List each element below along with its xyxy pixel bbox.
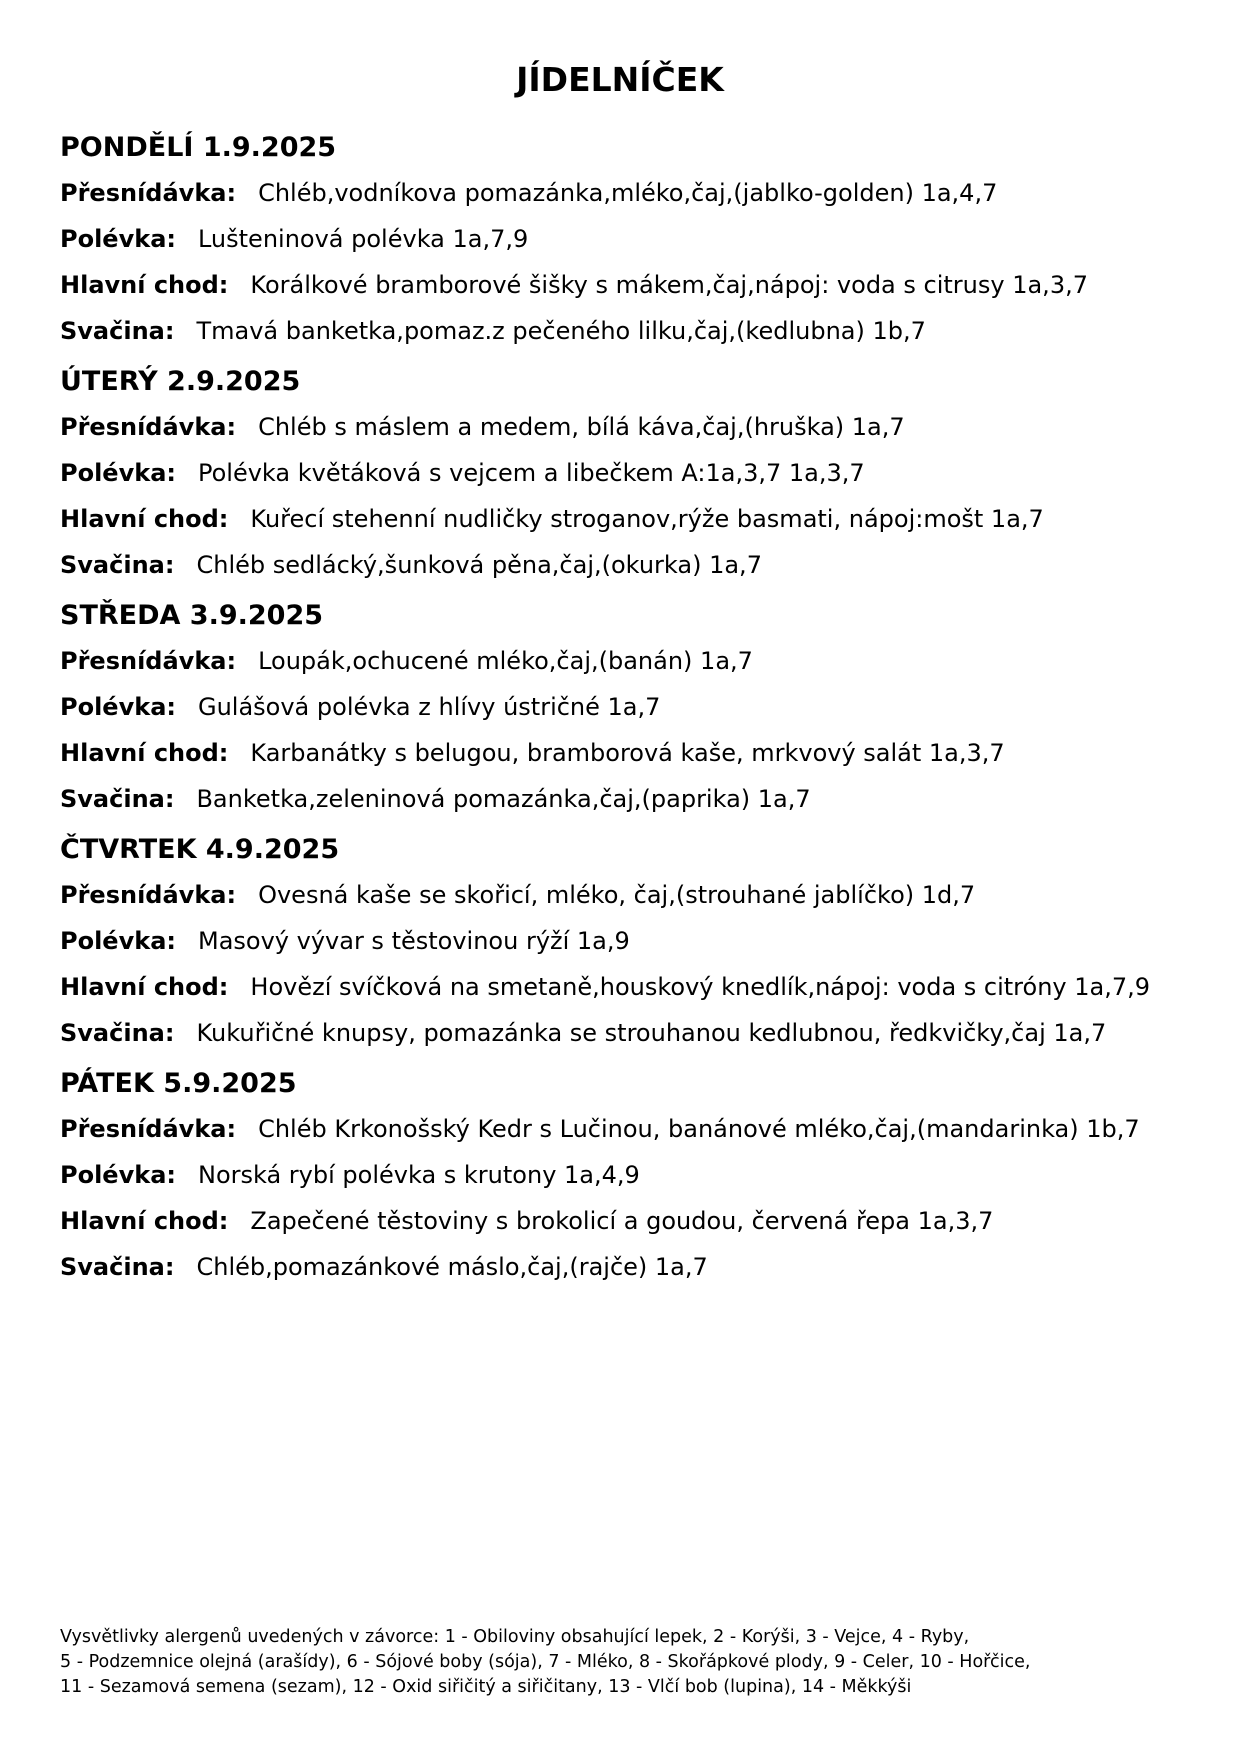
meal-label: Přesnídávka: [60, 881, 237, 909]
allergen-legend [60, 1625, 1180, 1700]
meal-text: Chléb s máslem a medem, bílá káva,čaj,(hruška) 1a,7 [258, 413, 905, 441]
day-section [60, 128, 1180, 348]
meal-text: Chléb Krkonošský Kedr s Lučinou, banánové mléko,čaj,(mandarinka) 1b,7 [258, 1115, 1140, 1143]
meal-row [60, 314, 1180, 348]
meal-label: Přesnídávka: [60, 413, 237, 441]
meal-row [60, 176, 1180, 210]
meal-label: Polévka: [60, 1161, 176, 1189]
meal-text: Chléb,pomazánkové máslo,čaj,(rajče) 1a,7 [196, 1253, 708, 1281]
legend-line: 5 - Podzemnice olejná (arašídy), 6 - Sójové boby (sója), 7 - Mléko, 8 - Skořápkové plody, 9 - Celer, 10 - Hořčice, [60, 1652, 1031, 1672]
meal-label: Hlavní chod: [60, 271, 229, 299]
meal-text: Masový vývar s těstovinou rýží 1a,9 [197, 927, 630, 955]
meal-text: Korálkové bramborové šišky s mákem,čaj,nápoj: voda s citrusy 1a,3,7 [250, 271, 1088, 299]
meal-row [60, 1158, 1180, 1192]
meal-label: Svačina: [60, 1253, 175, 1281]
meal-label: Svačina: [60, 1019, 175, 1047]
day-heading: STŘEDA 3.9.2025 [60, 600, 324, 631]
day-section [60, 362, 1180, 582]
meal-row [60, 1016, 1180, 1050]
day-section [60, 1064, 1180, 1284]
meal-text: Polévka květáková s vejcem a libečkem A:1a,3,7 1a,3,7 [197, 459, 865, 487]
days-list [60, 128, 1180, 1284]
meal-row [60, 924, 1180, 958]
meal-row [60, 410, 1180, 444]
legend-line: 11 - Sezamová semena (sezam), 12 - Oxid siřičitý a siřičitany, 13 - Vlčí bob (lupina), 14 - Měkkýši [60, 1677, 912, 1697]
meal-text: Kuřecí stehenní nudličky stroganov,rýže basmati, nápoj:mošt 1a,7 [250, 505, 1044, 533]
meal-row [60, 502, 1180, 536]
meal-text: Gulášová polévka z hlívy ústričné 1a,7 [197, 693, 661, 721]
meal-row [60, 1204, 1180, 1238]
meal-row [60, 782, 1180, 816]
meal-row [60, 970, 1180, 1004]
meal-row [60, 690, 1180, 724]
meal-row [60, 878, 1180, 912]
meal-row [60, 644, 1180, 678]
meal-row [60, 268, 1180, 302]
meal-label: Polévka: [60, 693, 176, 721]
meal-text: Norská rybí polévka s krutony 1a,4,9 [197, 1161, 640, 1189]
meal-label: Polévka: [60, 459, 176, 487]
meal-text: Zapečené těstoviny s brokolicí a goudou, červená řepa 1a,3,7 [250, 1207, 994, 1235]
page-title: JÍDELNÍČEK [516, 60, 724, 99]
meal-text: Ovesná kaše se skořicí, mléko, čaj,(strouhané jablíčko) 1d,7 [258, 881, 976, 909]
meal-text: Chléb,vodníkova pomazánka,mléko,čaj,(jablko-golden) 1a,4,7 [258, 179, 998, 207]
meal-label: Hlavní chod: [60, 973, 229, 1001]
meal-label: Svačina: [60, 785, 175, 813]
day-section [60, 830, 1180, 1050]
meal-label: Hlavní chod: [60, 505, 229, 533]
meal-label: Polévka: [60, 225, 176, 253]
meal-label: Přesnídávka: [60, 647, 237, 675]
meal-text: Loupák,ochucené mléko,čaj,(banán) 1a,7 [258, 647, 753, 675]
meal-text: Kukuřičné knupsy, pomazánka se strouhanou kedlubnou, ředkvičky,čaj 1a,7 [196, 1019, 1107, 1047]
meal-text: Lušteninová polévka 1a,7,9 [197, 225, 529, 253]
meal-text: Karbanátky s belugou, bramborová kaše, mrkvový salát 1a,3,7 [250, 739, 1005, 767]
meal-row [60, 1250, 1180, 1284]
day-heading: ČTVRTEK 4.9.2025 [60, 834, 340, 865]
day-heading: PÁTEK 5.9.2025 [60, 1068, 297, 1099]
meal-row [60, 222, 1180, 256]
meal-label: Polévka: [60, 927, 176, 955]
day-section [60, 596, 1180, 816]
meal-label: Hlavní chod: [60, 1207, 229, 1235]
legend-line: Vysvětlivky alergenů uvedených v závorce: 1 - Obiloviny obsahující lepek, 2 - Korýši, 3 - Vejce, 4 - Ryby, [60, 1627, 970, 1647]
meal-label: Přesnídávka: [60, 179, 237, 207]
meal-row [60, 548, 1180, 582]
meal-row [60, 736, 1180, 770]
meal-text: Banketka,zeleninová pomazánka,čaj,(paprika) 1a,7 [196, 785, 811, 813]
day-heading: PONDĚLÍ 1.9.2025 [60, 132, 337, 163]
meal-text: Chléb sedlácký,šunková pěna,čaj,(okurka) 1a,7 [196, 551, 762, 579]
day-heading: ÚTERÝ 2.9.2025 [60, 366, 301, 397]
meal-row [60, 1112, 1180, 1146]
meal-label: Svačina: [60, 317, 175, 345]
meal-label: Přesnídávka: [60, 1115, 237, 1143]
meal-label: Hlavní chod: [60, 739, 229, 767]
meal-row [60, 456, 1180, 490]
menu-document [60, 56, 1180, 1298]
meal-label: Svačina: [60, 551, 175, 579]
meal-text: Tmavá banketka,pomaz.z pečeného lilku,čaj,(kedlubna) 1b,7 [196, 317, 926, 345]
meal-text: Hovězí svíčková na smetaně,houskový knedlík,nápoj: voda s citróny 1a,7,9 [250, 973, 1151, 1001]
